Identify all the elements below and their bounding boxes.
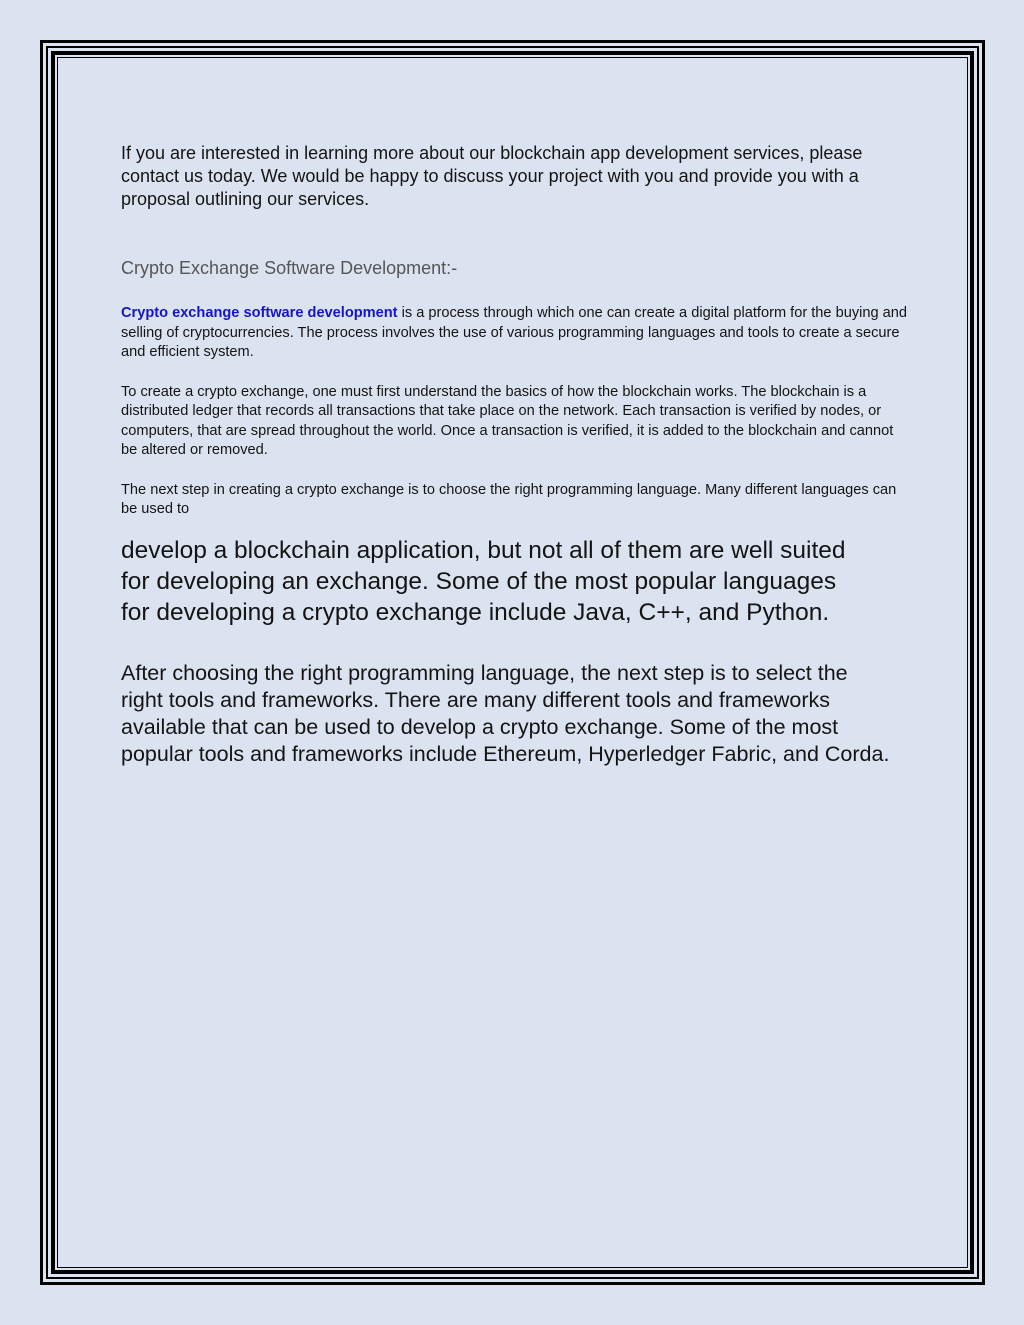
crypto-exchange-link[interactable]: Crypto exchange software development	[121, 305, 398, 321]
definition-paragraph	[121, 304, 911, 363]
tools-paragraph: After choosing the right programming language, the next step is to select the right tools and frameworks. There are many different tools and frameworks available that can be used to develop a crypto exchange. Some of the most popular tools and frameworks include Ethereum, Hyperledger Fabric, and Corda.	[121, 660, 890, 766]
develop-paragraph: develop a blockchain application, but not all of them are well suited for developing an exchange. Some of the most popular languages for developing a crypto exchange include Java, C++, and Python.	[121, 536, 846, 626]
next-step-paragraph: The next step in creating a crypto exchange is to choose the right programming language. Many different languages can be used to	[121, 481, 897, 517]
intro-paragraph: If you are interested in learning more about our blockchain app development services, please contact us today. We would be happy to discuss your project with you and provide you with a proposal outlining our services.	[121, 143, 863, 209]
blockchain-paragraph: To create a crypto exchange, one must first understand the basics of how the blockchain works. The blockchain is a distributed ledger that records all transactions that take place on the network. Each transaction is verified by nodes, or computers, that are spread throughout the world. Once a transaction is verified, it is added to the blockchain and cannot be altered or removed.	[121, 383, 894, 458]
definition-text: is a process through which one can create a digital platform for the buying and selling of cryptocurrencies. The process involves the use of various programming languages and tools to create a secure and efficient system.	[121, 305, 908, 360]
section-heading: Crypto Exchange Software Development:-	[121, 258, 458, 278]
document-content	[121, 142, 911, 768]
